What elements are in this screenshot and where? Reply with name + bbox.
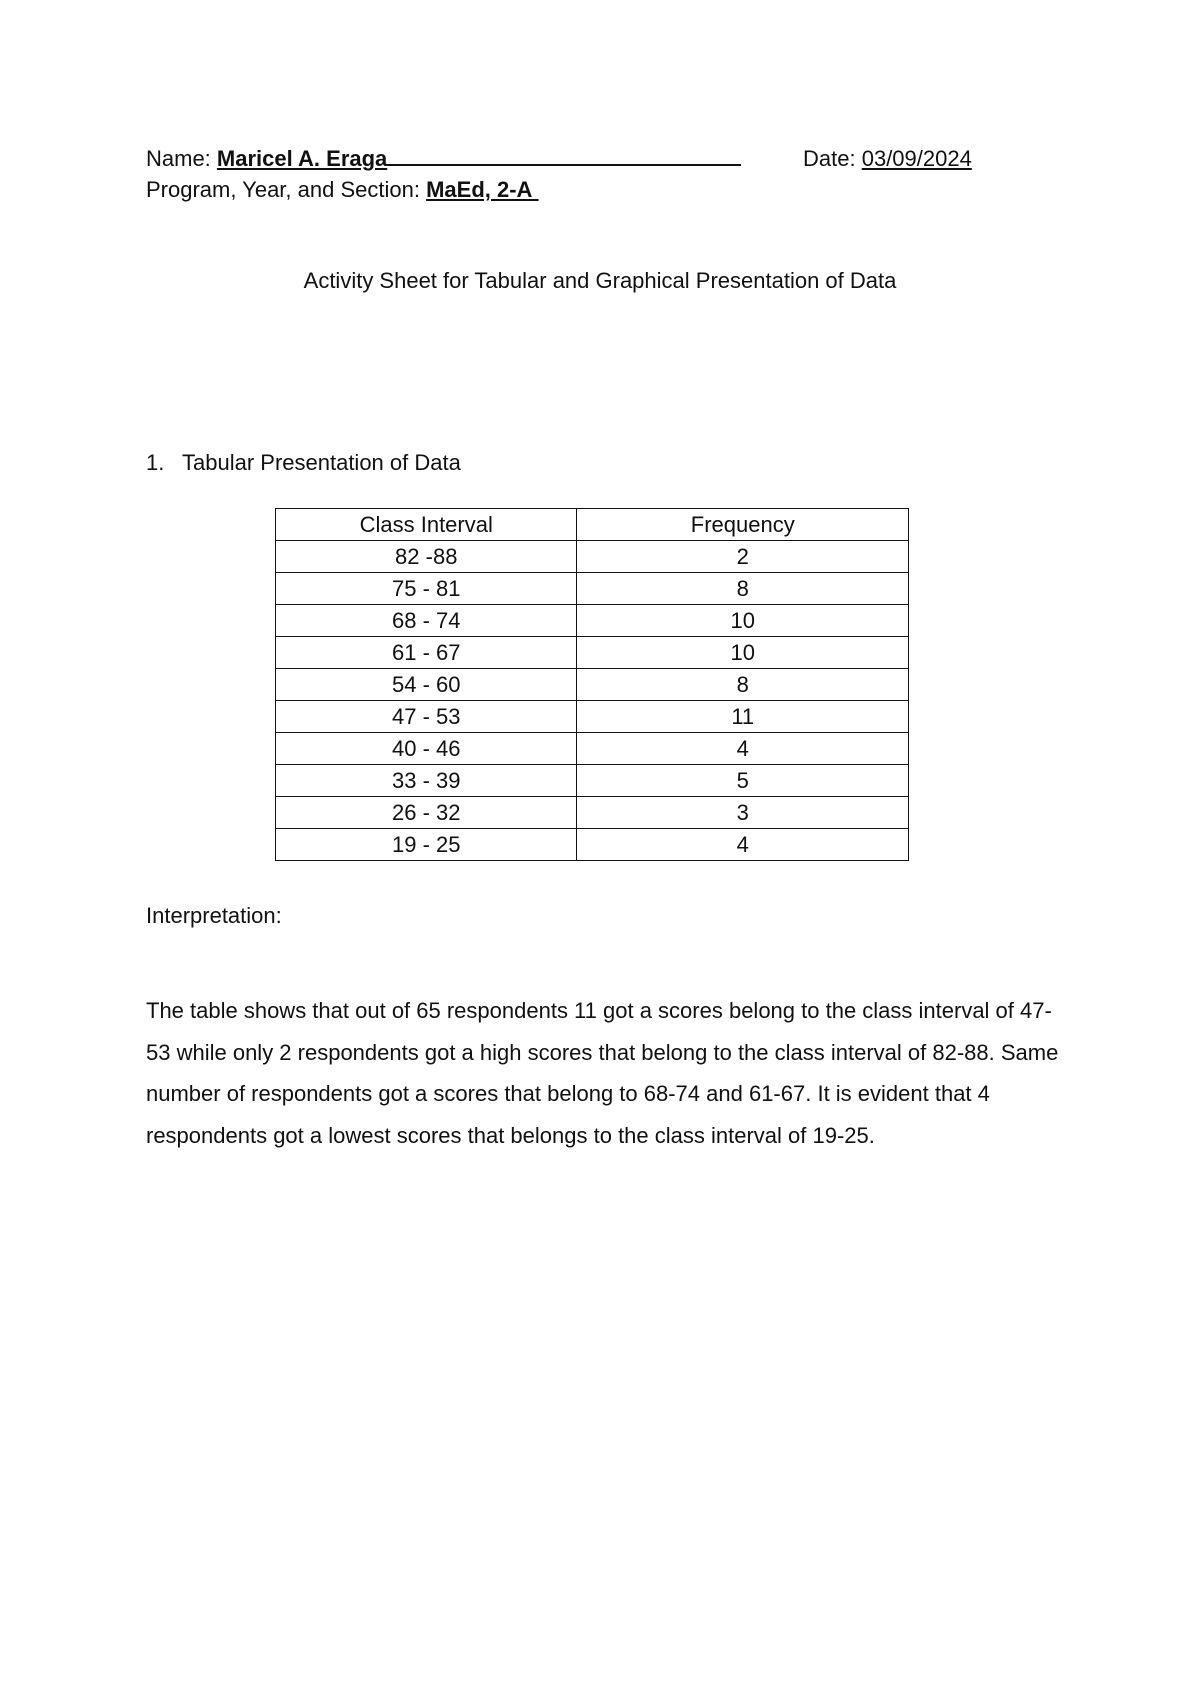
column-header-class-interval: Class Interval — [276, 509, 577, 541]
frequency-cell: 4 — [577, 733, 909, 765]
name-blank-underline — [387, 146, 741, 166]
date-value: 03/09/2024 — [861, 146, 972, 171]
frequency-cell: 8 — [577, 669, 909, 701]
interpretation-label: Interpretation: — [146, 903, 282, 928]
class-interval-cell: 47 - 53 — [276, 701, 577, 733]
frequency-cell: 3 — [577, 797, 909, 829]
interpretation-paragraph: The table shows that out of 65 respondents 11 got a scores belong to the class interval of 47-53 while only 2 respondents got a high scores that belong to the class interval of 82-88. Same number of respondents got a scores that belong to 68-74 and 61-67. It is evident that 4 respondents got a lowest scores that belongs to the class interval of 19-25. — [146, 998, 1059, 1148]
table-row — [276, 669, 909, 701]
section-title: Tabular Presentation of Data — [182, 450, 461, 475]
section-number: 1. — [146, 450, 165, 475]
table-row — [276, 733, 909, 765]
name-line — [146, 146, 741, 172]
class-interval-cell: 75 - 81 — [276, 573, 577, 605]
table-row — [276, 829, 909, 861]
table-row — [276, 765, 909, 797]
frequency-cell: 10 — [577, 605, 909, 637]
table-row — [276, 637, 909, 669]
table-row — [276, 541, 909, 573]
class-interval-cell: 82 -88 — [276, 541, 577, 573]
class-interval-cell: 40 - 46 — [276, 733, 577, 765]
frequency-cell: 2 — [577, 541, 909, 573]
date-label: Date: — [803, 146, 856, 171]
class-interval-cell: 19 - 25 — [276, 829, 577, 861]
frequency-cell: 11 — [577, 701, 909, 733]
column-header-frequency: Frequency — [577, 509, 909, 541]
name-value: Maricel A. Eraga — [216, 146, 388, 171]
table-row — [276, 605, 909, 637]
class-interval-cell: 33 - 39 — [276, 765, 577, 797]
program-value: MaEd, 2-A — [426, 177, 533, 202]
program-line — [146, 177, 539, 203]
class-interval-cell: 54 - 60 — [276, 669, 577, 701]
table-row — [276, 573, 909, 605]
class-interval-cell: 26 - 32 — [276, 797, 577, 829]
table-row — [276, 701, 909, 733]
frequency-cell: 10 — [577, 637, 909, 669]
section-heading — [146, 450, 461, 476]
frequency-cell: 4 — [577, 829, 909, 861]
program-label: Program, Year, and Section: — [146, 177, 420, 202]
class-interval-cell: 68 - 74 — [276, 605, 577, 637]
table-row — [276, 797, 909, 829]
date-line — [803, 146, 972, 172]
name-label: Name: — [146, 146, 211, 171]
table-header-row — [276, 509, 909, 541]
frequency-cell: 5 — [577, 765, 909, 797]
class-interval-cell: 61 - 67 — [276, 637, 577, 669]
frequency-cell: 8 — [577, 573, 909, 605]
document-title: Activity Sheet for Tabular and Graphical Presentation of Data — [303, 268, 897, 293]
frequency-table — [275, 508, 909, 861]
